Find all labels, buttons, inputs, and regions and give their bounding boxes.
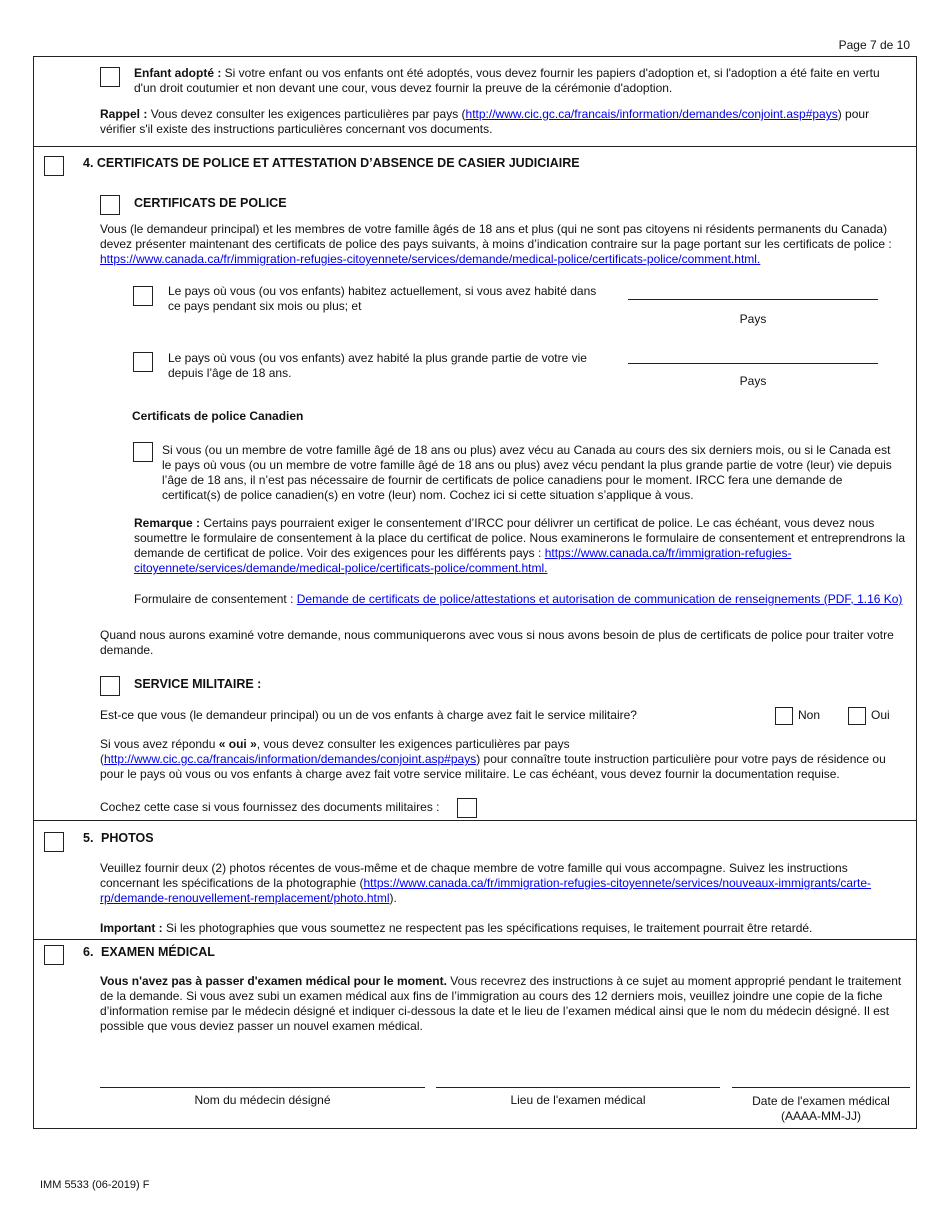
reminder-post: ) pour vérifier s'il existe des instructions particulières concernant vos documents. — [100, 107, 870, 136]
police-certificates-checkbox[interactable] — [100, 195, 120, 215]
photos-instructions — [100, 861, 906, 906]
military-docs-checkbox[interactable] — [457, 798, 477, 818]
country2-pays-label: Pays — [739, 374, 767, 388]
exam-date-label: Date de l'examen médical (AAAA-MM-JJ) — [752, 1094, 890, 1123]
military-pre: Si vous avez répondu — [100, 737, 216, 751]
remark-text — [134, 516, 906, 576]
medical-description: Vous recevrez des instructions à ce sujet au moment approprié pendant le traitement de la demande. Si vous avez subi un examen médical aux fins de l’immigration au cours des 12 derniers mois, veuillez joindre une copie de la fiche d’information remise par le médecin désigné et indiquer ci-dessous la date et le lieu de l’examen médical ainsi que le nom du médecin désigné. Il est possible que vous deviez passer un nouvel examen médical. — [100, 974, 902, 1033]
canadian-certificates-checkbox[interactable] — [133, 442, 153, 462]
photos-post: ). — [389, 891, 397, 905]
military-service-title: SERVICE MILITAIRE : — [134, 677, 262, 691]
country1-checkbox[interactable] — [133, 286, 153, 306]
police-certificates-title: CERTIFICATS DE POLICE — [134, 196, 287, 210]
military-mid: , vous devez consulter les exigences particulières par pays ( — [100, 737, 570, 766]
section6-number: 6. — [83, 945, 94, 959]
adopted-child-text — [134, 66, 894, 96]
adopted-child-label: Enfant adopté : — [134, 66, 222, 80]
page-number: Page 7 de 10 — [838, 38, 910, 52]
exam-place-field-line[interactable] — [436, 1087, 720, 1088]
section4-title: 4. CERTIFICATS DE POLICE ET ATTESTATION D’ABSENCE DE CASIER JUDICIAIRE — [83, 156, 580, 170]
section4-checkbox[interactable] — [44, 156, 64, 176]
frame-bottom — [33, 1128, 917, 1129]
country2-checkbox[interactable] — [133, 352, 153, 372]
military-oui: « oui » — [218, 737, 257, 751]
adopted-child-description: Si votre enfant ou vos enfants ont été adoptés, vous devez fournir les papiers d'adoption et, si l'adoption a été faite en vertu d'un droit coutumier et non devant une cour, vous devez fournir la preuve de la cérémonie d'adoption. — [134, 66, 880, 95]
frame-left — [33, 56, 34, 1129]
country2-field-line[interactable] — [628, 363, 878, 364]
photos-pre: Veuillez fournir deux (2) photos récentes de vous-même et de chaque membre de votre famille qui vous accompagne. Suivez les instructions concernant les spécifications de la photographie ( — [100, 861, 848, 890]
consent-label: Formulaire de consentement : — [134, 592, 294, 606]
military-yes-checkbox[interactable] — [848, 707, 866, 725]
doctor-name-label: Nom du médecin désigné — [194, 1093, 331, 1107]
reminder-pre: Vous devez consulter les exigences particulières par pays ( — [150, 107, 466, 121]
canadian-certificates-text: Si vous (ou un membre de votre famille âgé de 18 ans ou plus) avez vécu au Canada au cours des six derniers mois, ou si le Canada est le pays où vous (ou un membre de votre famille âgé de 18 ans ou plus) avez vécu pendant la plus grande partie de votre (leur) vie depuis l’âge de 18 ans, il n’est pas nécessaire de fournir de certificats de police canadiens pour le moment. IRCC fera une demande de certificat(s) de police canadien(s) en votre (leur) nom. Cochez ici si cette situation s’applique à vous. — [162, 443, 892, 502]
military-instructions — [100, 737, 910, 782]
followup-text: Quand nous aurons examiné votre demande, nous communiquerons avec vous si nous avons besoin de plus de certificats de police pour traiter votre demande. — [100, 628, 894, 657]
police-intro-link[interactable]: https://www.canada.ca/fr/immigration-refugies-citoyennete/services/demande/medical-police/certificats-police/comment.html. — [100, 252, 761, 266]
divider-section6 — [33, 939, 917, 940]
form-code-footer: IMM 5533 (06-2019) F — [40, 1179, 150, 1191]
photos-important — [100, 921, 906, 936]
country2-text: Le pays où vous (ou vos enfants) avez habité la plus grande partie de votre vie depuis l’âge de 18 ans. — [168, 351, 587, 380]
divider-section4 — [33, 146, 917, 147]
frame-top — [33, 56, 917, 57]
divider-section5 — [33, 820, 917, 821]
remark-link[interactable]: https://www.canada.ca/fr/immigration-refugies-citoyennete/services/demande/medical-police/certificats-police/comment.html. — [134, 546, 792, 575]
military-docs-label: Cochez cette case si vous fournissez des documents militaires : — [100, 800, 440, 814]
photos-important-label: Important : — [100, 921, 163, 935]
military-link[interactable]: http://www.cic.gc.ca/francais/information/demandes/conjoint.asp#pays — [104, 752, 477, 766]
reminder-link[interactable]: http://www.cic.gc.ca/francais/information/demandes/conjoint.asp#pays — [465, 107, 838, 121]
remark-label: Remarque : — [134, 516, 201, 530]
section5-checkbox[interactable] — [44, 832, 64, 852]
consent-form — [134, 592, 912, 607]
military-post: ) pour connaître toute instruction particulière pour votre pays de résidence ou pour le pays où vous ou vos enfants à charge avez fait votre service militaire. Le cas échéant, vous devez fournir la documentation requise. — [100, 752, 886, 781]
section6-checkbox[interactable] — [44, 945, 64, 965]
section5-title: PHOTOS — [101, 831, 154, 845]
section6-title: EXAMEN MÉDICAL — [101, 945, 215, 959]
police-intro — [100, 222, 914, 267]
military-yes-label: Oui — [871, 708, 890, 722]
military-no-label: Non — [798, 708, 821, 722]
doctor-name-field-line[interactable] — [100, 1087, 425, 1088]
military-question: Est-ce que vous (le demandeur principal) ou un de vos enfants à charge avez fait le service militaire? — [100, 708, 637, 722]
remark-description: Certains pays pourraient exiger le consentement d’IRCC pour délivrer un certificat de police. Le cas échéant, vous devez nous soumettre le formulaire de consentement à la place du certificat de police. Nous examinerons le formulaire de consentement et entreprendrons la demande de certificat de police. Voir des exigences pour les différents pays : — [134, 516, 906, 560]
country1-field-line[interactable] — [628, 299, 878, 300]
police-intro-text: Vous (le demandeur principal) et les membres de votre famille âgés de 18 ans et plus (qui ne sont pas citoyens ni résidents permanents du Canada) devez présenter maintenant des certificats de police des pays suivants, à moins d’indication contraire sur la page portant sur les certificats de police : — [100, 222, 892, 251]
frame-right — [916, 56, 917, 1129]
exam-date-field-line[interactable] — [732, 1087, 910, 1088]
adopted-child-checkbox[interactable] — [100, 67, 120, 87]
military-no-checkbox[interactable] — [775, 707, 793, 725]
reminder-text — [100, 107, 906, 137]
exam-place-label: Lieu de l'examen médical — [510, 1093, 646, 1107]
military-service-checkbox[interactable] — [100, 676, 120, 696]
consent-link[interactable]: Demande de certificats de police/attestations et autorisation de communication de renseignements (PDF, 1.16 Ko) — [296, 592, 903, 606]
medical-bold-text: Vous n'avez pas à passer d'examen médical pour le moment. — [100, 974, 447, 988]
country1-text: Le pays où vous (ou vos enfants) habitez actuellement, si vous avez habité dans ce pays pendant six mois ou plus; et — [168, 284, 597, 313]
canadian-certificates-title: Certificats de police Canadien — [132, 409, 304, 423]
section5-number: 5. — [83, 831, 94, 845]
photos-link[interactable]: https://www.canada.ca/fr/immigration-refugies-citoyennete/services/nouveaux-immigrants/carte-rp/demande-renouvellement-remplacement/photo.html — [100, 876, 872, 905]
medical-text — [100, 974, 906, 1034]
country1-pays-label: Pays — [739, 312, 767, 326]
photos-important-text: Si les photographies que vous soumettez ne respectent pas les spécifications requises, le traitement pourrait être retardé. — [166, 921, 813, 935]
reminder-label: Rappel : — [100, 107, 148, 121]
